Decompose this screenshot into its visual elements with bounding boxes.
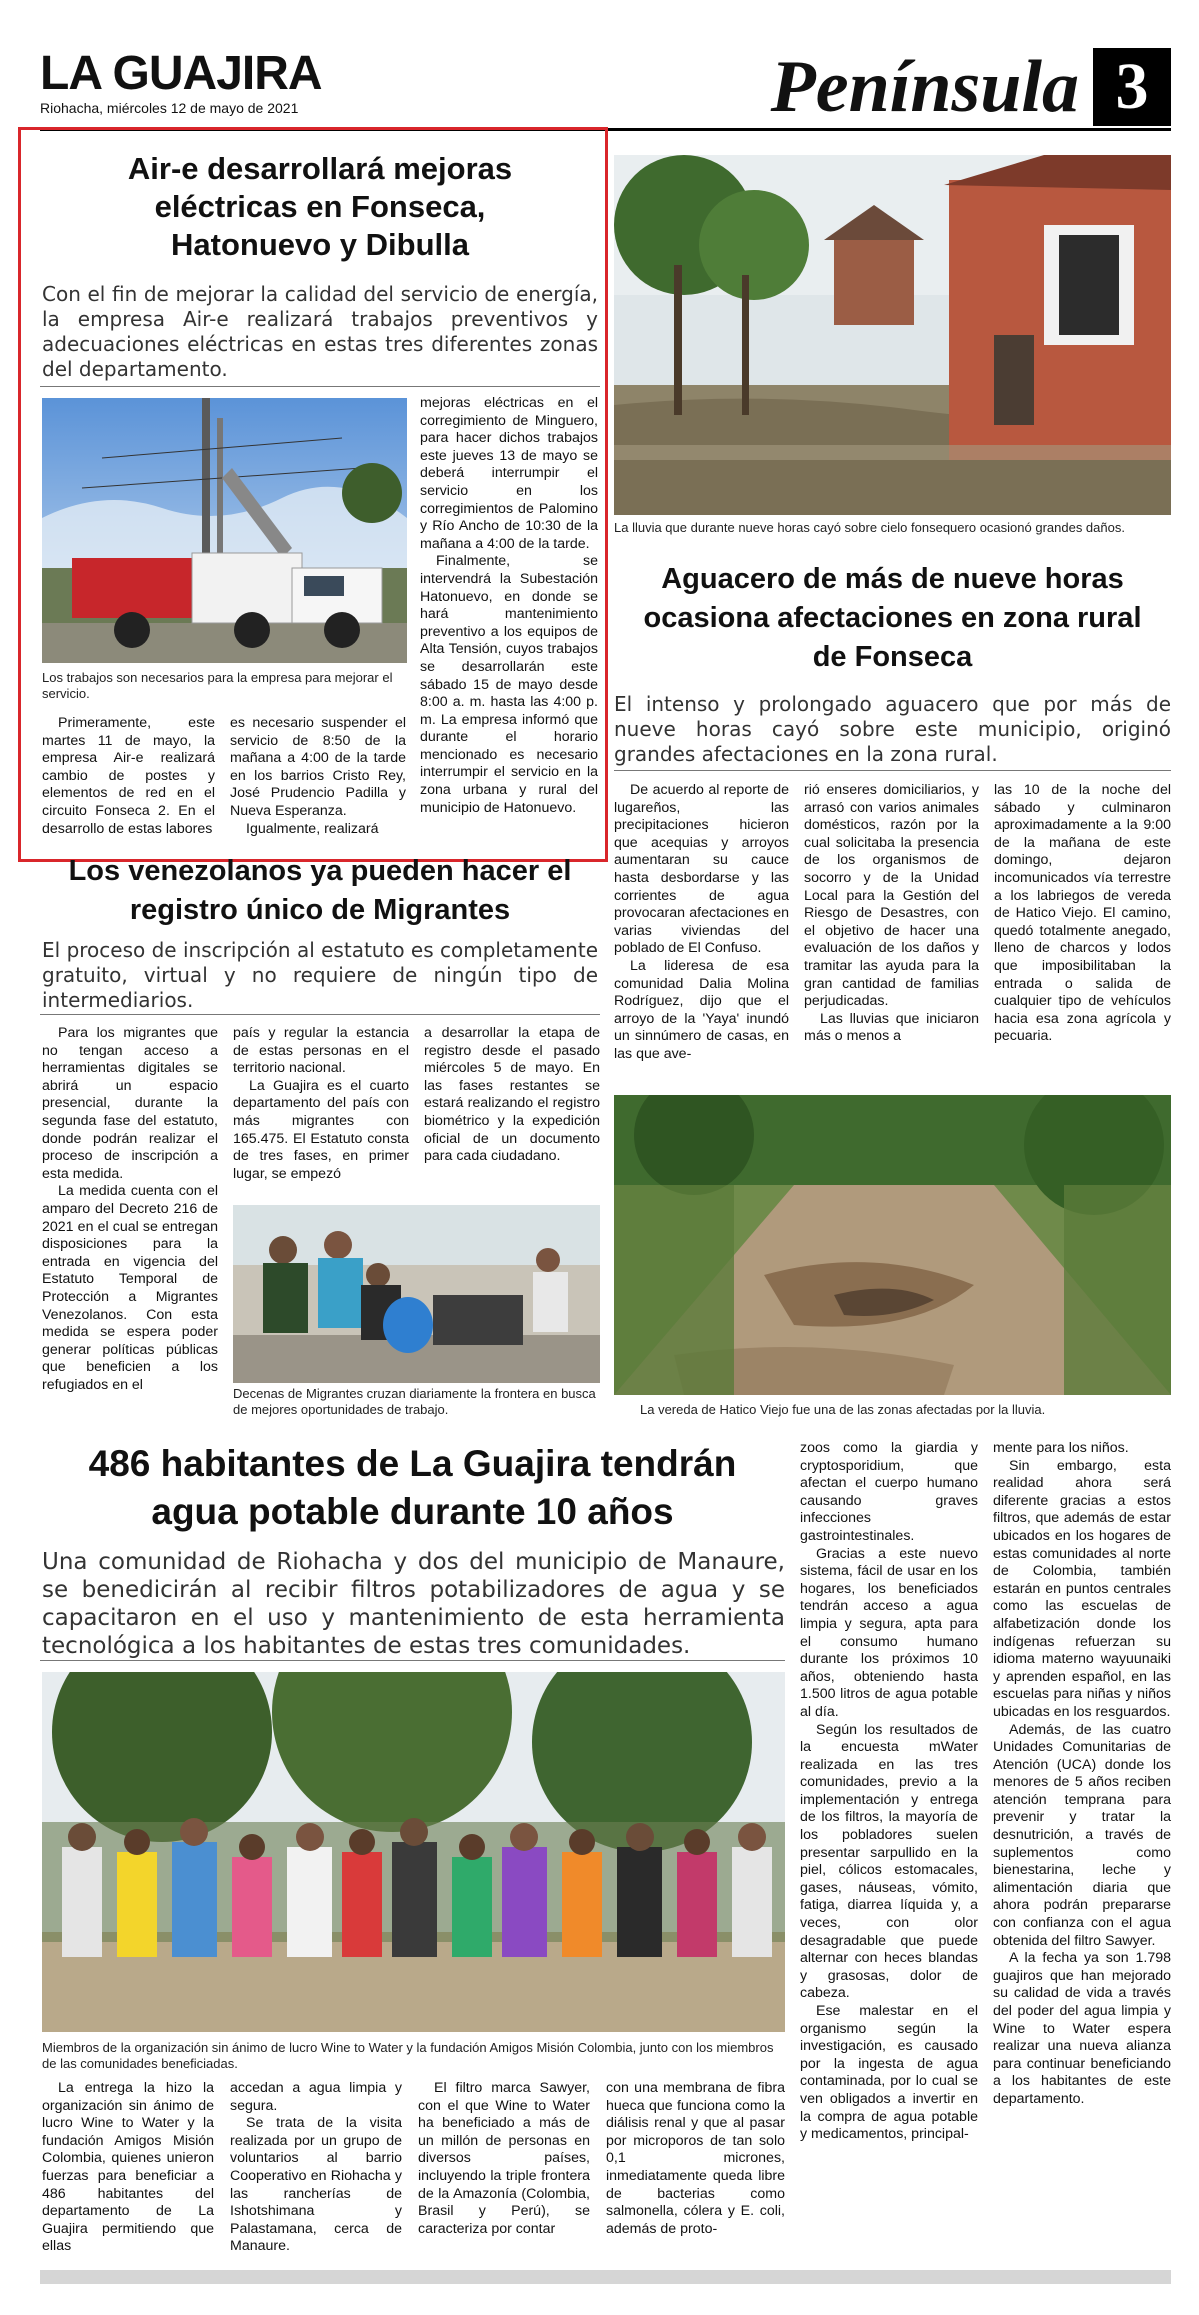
photo-caption: La vereda de Hatico Viejo fue una de las zonas afectadas por la lluvia. (640, 1402, 1046, 1417)
photo-damaged-road (614, 1095, 1171, 1395)
article-water-column-6: mente para los niños. Sin embargo, esta realidad ahora será diferente gracias a estos filtros, que además de estar ubicados en los hogares de estas comunidades al norte de Colombia, también estarán en puntos centrales como las escuelas de alfabetización donde los indígenas refuerzan su idioma materno wayuunaiki y aprenden español, en las escuelas para niñas y niños ubicadas en los resguardos. Además, de las cuatro Unidades Comunitarias de Atención (UCA) donde los menores de 5 años reciben atención temprana para prevenir y tratar la desnutrición, a través de suplementos como bienestarina, leche y alimentación diaria que ahora podrán prepararse con confianza con el agua obtenida del filtro Sawyer. A la fecha ya son 1.798 guajiros que han mejorado su calidad de vida a través del poder del agua limpia y Wine to Water espera realizar una nueva alianza para continuar beneficiando a los habitantes de este departamento. (993, 1440, 1171, 2107)
article-rain-column-2: rió enseres domiciliarios, y arrasó con varios animales domésticos, razón por la cual solicitaba la presencia de los organismos de socorro y de la Unidad Local para la Gestión del Riesgo de Desastres, con el objetivo de hacer una evaluación de los daños y tramitar las ayuda para la gran cantidad de familias perjudicadas. Las lluvias que iniciaron más o menos a (804, 782, 979, 1045)
newspaper-name: LA GUAJIRA (40, 47, 322, 100)
article-water-deck: Una comunidad de Riohacha y dos del municipio de Manaure, se benedicirán al recibir filtros potabilizadores de agua y se capacitaron en el uso y mantenimiento de esta herramienta tecnológica a los habitantes de estas tres comunidades. (42, 1549, 785, 1659)
article-water-column-5: zoos como la giardia y cryptosporidium, que afectan el cuerpo humano causando graves infecciones gastrointestinales. Gracias a este nuevo sistema, fácil de usar en los hogares, los beneficiados tendrán acceso a agua limpia y segura, apta para el consumo humano durante los próximos 10 años, obteniendo hasta 1.500 litros de agua potable al día. Según los resultados de la encuesta mWater realizada en las tres comunidades, previo a la implementación y entrega de los filtros, la mayoría de los pobladores suelen presentar sarpullido en la piel, cólicos estomacales, gases, náuseas, vómito, fatiga, diarrea líquida y, a veces, con olor desagradable que puede alternar con heces blandas y grasosas, dolor de cabeza. Ese malestar en el organismo según la investigación, es causado por la ingesta de agua contaminada, por lo cual se ven obligados a invertir en la compra de agua potable y medicamentos, principal- (800, 1440, 978, 2143)
divider (40, 386, 600, 387)
article-aire-column-a: Primeramente, este martes 11 de mayo, la empresa Air-e realizará cambio de postes y elementos de red en el circuito Fonseca 2. En el desarrollo de estas labores (42, 715, 215, 837)
article-aire-deck: Con el fin de mejorar la calidad del servicio de energía, la empresa Air-e realizará trabajos preventivos y adecuaciones eléctricas en estas tres diferentes zonas del departamento. (42, 282, 598, 381)
article-aire-headline: Air-e desarrollará mejoras eléctricas en Fonseca, Hatonuevo y Dibulla (127, 151, 513, 262)
photo-migrants (233, 1205, 600, 1383)
photo-caption: Decenas de Migrantes cruzan diariamente la frontera en busca de mejores oportunidades de trabajo. (233, 1386, 596, 1417)
photo-caption: Los trabajos son necesarios para la empresa para mejorar el servicio. (42, 670, 393, 701)
article-water-column-3: El filtro marca Sawyer, con el que Wine to Water ha beneficiado a más de un millón de personas en diversos países, incluyendo la triple frontera de la Amazonía (Colombia, Brasil y Perú), se caracteriza por contar (418, 2080, 590, 2237)
article-water-column-1: La entrega la hizo la organización sin ánimo de lucro Wine to Water y la fundación Amigos Misión Colombia, quienes unieron fuerzas para beneficiar a 486 habitantes del departamento de La Guajira permitiendo que ellas (42, 2080, 214, 2255)
photo-caption: Miembros de la organización sin ánimo de lucro Wine to Water y la fundación Amigos Misión Colombia, junto con los miembros de las comunidades beneficiadas. (42, 2040, 774, 2071)
article-rain-deck: El intenso y prolongado aguacero que por más de nueve horas cayó sobre este municipio, originó grandes afectaciones en la zona rural. (614, 692, 1171, 766)
article-aire-column-b: es necesario suspender el servicio de 8:50 de la mañana a 4:00 de la tarde en los barrios Cristo Rey, José Prudencio Padilla y Nueva Esperanza. Igualmente, realizará (230, 715, 406, 837)
publication-date: Riohacha, miércoles 12 de mayo de 2021 (40, 100, 299, 116)
article-migrants-column-1: Para los migrantes que no tengan acceso a herramientas digitales se abrirá un espacio presencial, durante la segunda fase del estatuto, donde podrán realizar el proceso de inscripción a esta medida. La medida cuenta con el amparo del Decreto 216 de 2021 en el cual se entregan disposiciones para la entrada en vigencia del Estatuto Temporal de Protección a Migrantes Venezolanos. Con esta medida se espera poder generar políticas públicas que beneficien a los refugiados en el (42, 1025, 218, 1393)
article-migrants-column-2: país y regular la estancia de estas personas en el territorio nacional. La Guajira es el cuarto departamento del país con más migrantes con 165.475. El Estatuto consta de tres fases, en primer lugar, se empezó (233, 1025, 409, 1182)
masthead-right (771, 48, 1171, 126)
article-rain-column-1: De acuerdo al reporte de lugareños, las precipitaciones hicieron que acequias y arroyos aumentaran su cauce hasta desbordarse y las corrientes de agua provocaran afectaciones en varias viviendas del poblado de El Confuso. La lideresa de esa comunidad Dalia Molina Rodríguez, dijo que el arroyo de la 'Yaya' inundó un sinnúmero de casas, en las que ave- (614, 782, 789, 1062)
page-footer-bar (40, 2270, 1171, 2284)
photo-community-group (42, 1672, 785, 2032)
photo-caption: La lluvia que durante nueve horas cayó sobre cielo fonsequero ocasionó grandes daños. (614, 520, 1125, 535)
article-water-column-2: accedan a agua limpia y segura. Se trata de la visita realizada por un grupo de voluntarios al barrio Cooperativo en Riohacha y las rancherías de Ishotshimana y Palastamana, cerca de Manaure. (230, 2080, 402, 2255)
divider (614, 770, 1171, 771)
section-title: Península (770, 46, 1079, 128)
article-migrants-column-3: a desarrollar la etapa de registro desde el pasado miércoles 5 de mayo. En las fases restantes se estará realizando el registro biométrico y la expedición oficial de un documento para cada ciudadano. (424, 1025, 600, 1165)
page-number: 3 (1093, 48, 1171, 126)
divider (40, 1014, 600, 1015)
article-migrants-deck: El proceso de inscripción al estatuto es completamente gratuito, virtual y no requiere de ningún tipo de intermediarios. (42, 938, 598, 1012)
article-water-column-4: con una membrana de fibra hueca que funciona como la diálisis renal y que al pasar por microporos de tan solo 0,1 micrones, inmediatamente queda libre de bacterias como salmonella, cólera y E. coli, además de proto- (606, 2080, 785, 2237)
masthead-left (40, 47, 322, 116)
photo-utility-truck (42, 398, 407, 663)
article-aire-column-right: mejoras eléctricas en el corregimiento de Minguero, para hacer dichos trabajos este jueves 13 de mayo se deberá interrumpir el servicio en los corregimientos de Palomino y Río Ancho de 10:30 de la mañana a 4:00 de la tarde. Finalmente, se intervendrá la Subestación Hatonuevo, en donde se hará mantenimiento preventivo a los equipos de Alta Tensión, cuyos trabajos se desarrollarán este sábado 15 de mayo desde 8:00 a. m. hasta las 4:00 p. m. La empresa informó que durante el horario mencionado es necesario interrumpir el servicio en la zona urbana y rural del municipio de Hatonuevo. (420, 395, 598, 816)
divider (40, 1660, 785, 1661)
photo-flooded-houses (614, 155, 1171, 515)
article-water-headline: 486 habitantes de La Guajira tendrán agua potable durante 10 años (88, 1443, 737, 1532)
article-rain-headline: Aguacero de más de nueve horas ocasiona afectaciones en zona rural de Fonseca (643, 563, 1142, 673)
article-migrants-headline: Los venezolanos ya pueden hacer el registro único de Migrantes (68, 855, 572, 926)
article-rain-column-3: las 10 de la noche del sábado y culminaron aproximadamente a la 9:00 de la mañana de este domingo, dejaron incomunicados vía terrestre a los labriegos de vereda de Hatico Viejo. El camino, quedó totalmente anegado, lleno de charcos y lodos que imposibilitaban la entrada o salida de cualquier tipo de vehículos hacia esa zona agrícola y pecuaria. (994, 782, 1171, 1045)
